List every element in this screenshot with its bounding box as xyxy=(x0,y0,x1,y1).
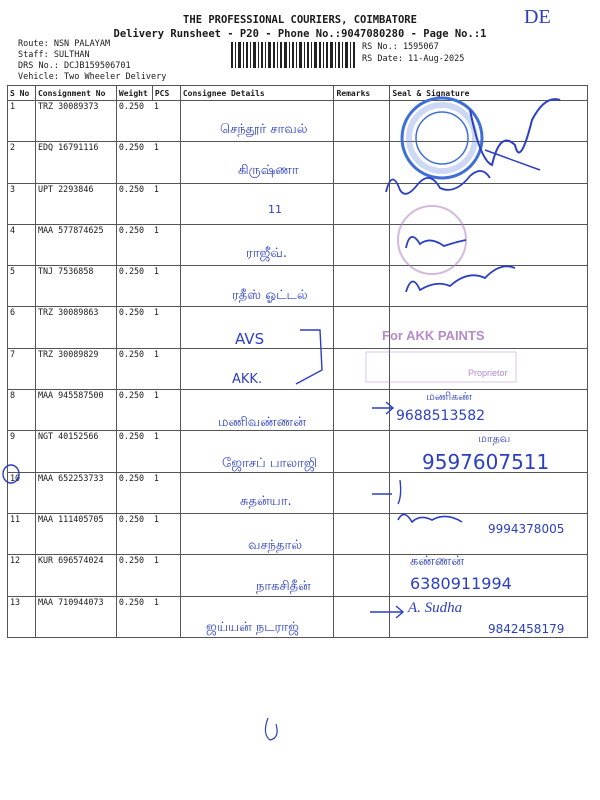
document-title: THE PROFESSIONAL COURIERS, COIMBATORE xyxy=(183,14,417,26)
handwritten-consignee-7: AKK. xyxy=(232,372,263,387)
col-header-weight: Weight xyxy=(116,86,152,101)
row-sno: 2 xyxy=(8,142,36,183)
col-header-sno: S No xyxy=(8,86,36,101)
vehicle-label: Vehicle: Two Wheeler Delivery xyxy=(18,72,167,82)
handwritten-consignee-2-ditto: 11 xyxy=(268,203,282,216)
handwritten-consignee-13: ஜய்யன் நடராஜ் xyxy=(206,620,299,635)
row-sno: 6 xyxy=(8,307,36,348)
row-consignment-no: EDQ 16791116 xyxy=(35,142,116,183)
row-pcs: 1 xyxy=(153,431,159,442)
row-pcs: 1 xyxy=(153,307,159,318)
handwritten-receiver-12: கண்ணன் xyxy=(410,554,465,569)
col-header-consignment: Consignment No xyxy=(35,86,116,101)
row-weight: 0.250 xyxy=(118,513,145,524)
handwritten-phone-11: 9994378005 xyxy=(488,522,565,536)
row-pcs: 1 xyxy=(153,472,159,483)
row-sno: 8 xyxy=(8,390,36,431)
corner-initials: DE xyxy=(524,6,551,28)
row-pcs: 1 xyxy=(153,266,159,277)
route-label: Route: NSN PALAYAM xyxy=(18,39,111,49)
row-consignment-no: MAA 710944073 xyxy=(35,596,116,637)
row-pcs: 1 xyxy=(153,224,159,235)
rs-number: RS No.: 1595067 xyxy=(362,42,439,52)
row-weight: 0.250 xyxy=(118,266,145,277)
row-consignment-no: UPT 2293846 xyxy=(35,183,116,224)
circled-serial-10 xyxy=(3,465,19,483)
handwritten-consignee-2: கிருஷ்ணா xyxy=(238,163,299,178)
handwritten-consignee-11: வசந்தால் xyxy=(248,538,303,553)
row-pcs: 1 xyxy=(153,348,159,359)
handwritten-signature-13: A. Sudha xyxy=(408,600,463,616)
row-weight: 0.250 xyxy=(118,431,145,442)
drs-label: DRS No.: DCJB159506701 xyxy=(18,61,131,71)
row-pcs: 1 xyxy=(153,101,159,111)
document-subtitle: Delivery Runsheet - P20 - Phone No.:9047080280 - Page No.:1 xyxy=(113,28,487,40)
row-pcs: 1 xyxy=(153,513,159,524)
handwritten-consignee-4: ராஜீவ். xyxy=(246,246,287,261)
row-sno: 5 xyxy=(8,266,36,307)
row-weight: 0.250 xyxy=(118,555,145,566)
row-consignment-no: TRZ 30089373 xyxy=(35,101,116,142)
row-sno: 10 xyxy=(8,472,36,513)
handwritten-consignee-12: நாகசிதீன் xyxy=(256,579,311,594)
row-consignment-no: NGT 40152566 xyxy=(35,431,116,472)
handwritten-consignee-9: ஜோசப் பாலாஜி xyxy=(222,456,318,471)
col-header-pcs: PCS xyxy=(152,86,180,101)
row-consignment-no: KUR 696574024 xyxy=(35,555,116,596)
row-weight: 0.250 xyxy=(118,101,145,111)
row-consignment-no: TNJ 7536858 xyxy=(35,266,116,307)
row-weight: 0.250 xyxy=(118,183,145,194)
row-sno: 4 xyxy=(8,224,36,265)
col-header-seal-signature: Seal & Signature xyxy=(390,86,588,101)
akk-paints-stamp: For AKK PAINTS xyxy=(382,328,485,343)
handwritten-phone-13: 9842458179 xyxy=(488,622,565,636)
row-pcs: 1 xyxy=(153,555,159,566)
row-pcs: 1 xyxy=(153,596,159,607)
handwritten-phone-12: 6380911994 xyxy=(410,574,512,593)
row-weight: 0.250 xyxy=(118,224,145,235)
row-consignment-no: MAA 945587500 xyxy=(35,390,116,431)
row-sno: 1 xyxy=(8,101,36,142)
handwritten-phone-8: 9688513582 xyxy=(396,408,486,424)
handwritten-consignee-6: AVS xyxy=(235,330,265,348)
akk-proprietor-label: Proprietor xyxy=(468,368,508,378)
row-weight: 0.250 xyxy=(118,348,145,359)
col-header-remarks: Remarks xyxy=(334,86,390,101)
handwritten-consignee-1: செந்தூர் சாவல் xyxy=(220,122,308,137)
row-weight: 0.250 xyxy=(118,472,145,483)
row-consignment-no: TRZ 30089863 xyxy=(35,307,116,348)
handwritten-consignee-10: சுதன்யா. xyxy=(240,494,292,509)
handwritten-receiver-9: மாதவ xyxy=(478,432,511,445)
row-weight: 0.250 xyxy=(118,307,145,318)
handwritten-consignee-8: மணிவண்ணன் xyxy=(218,415,306,430)
row-weight: 0.250 xyxy=(118,390,145,401)
row-consignment-no: MAA 111405705 xyxy=(35,513,116,554)
row-weight: 0.250 xyxy=(118,596,145,607)
row-pcs: 1 xyxy=(153,183,159,194)
row-sno: 7 xyxy=(8,348,36,389)
col-header-consignee: Consignee Details xyxy=(180,86,334,101)
row-sno: 13 xyxy=(8,596,36,637)
row-consignment-no: MAA 577874625 xyxy=(35,224,116,265)
rs-date: RS Date: 11-Aug-2025 xyxy=(362,54,465,64)
handwritten-receiver-8: மணிகண் xyxy=(426,390,473,403)
staff-label: Staff: SULTHAN xyxy=(18,50,90,60)
stray-pen-mark xyxy=(265,718,277,740)
handwritten-consignee-5: ரதீஸ் ஓட்டல் xyxy=(232,288,308,303)
row-pcs: 1 xyxy=(153,390,159,401)
row-weight: 0.250 xyxy=(118,142,145,153)
row-sno: 12 xyxy=(8,555,36,596)
handwritten-phone-9: 9597607511 xyxy=(422,450,550,474)
row-sno: 3 xyxy=(8,183,36,224)
row-consignment-no: MAA 652253733 xyxy=(35,472,116,513)
row-pcs: 1 xyxy=(153,142,159,153)
row-consignment-no: TRZ 30089829 xyxy=(35,348,116,389)
row-sno: 11 xyxy=(8,513,36,554)
row-sno: 9 xyxy=(8,431,36,472)
